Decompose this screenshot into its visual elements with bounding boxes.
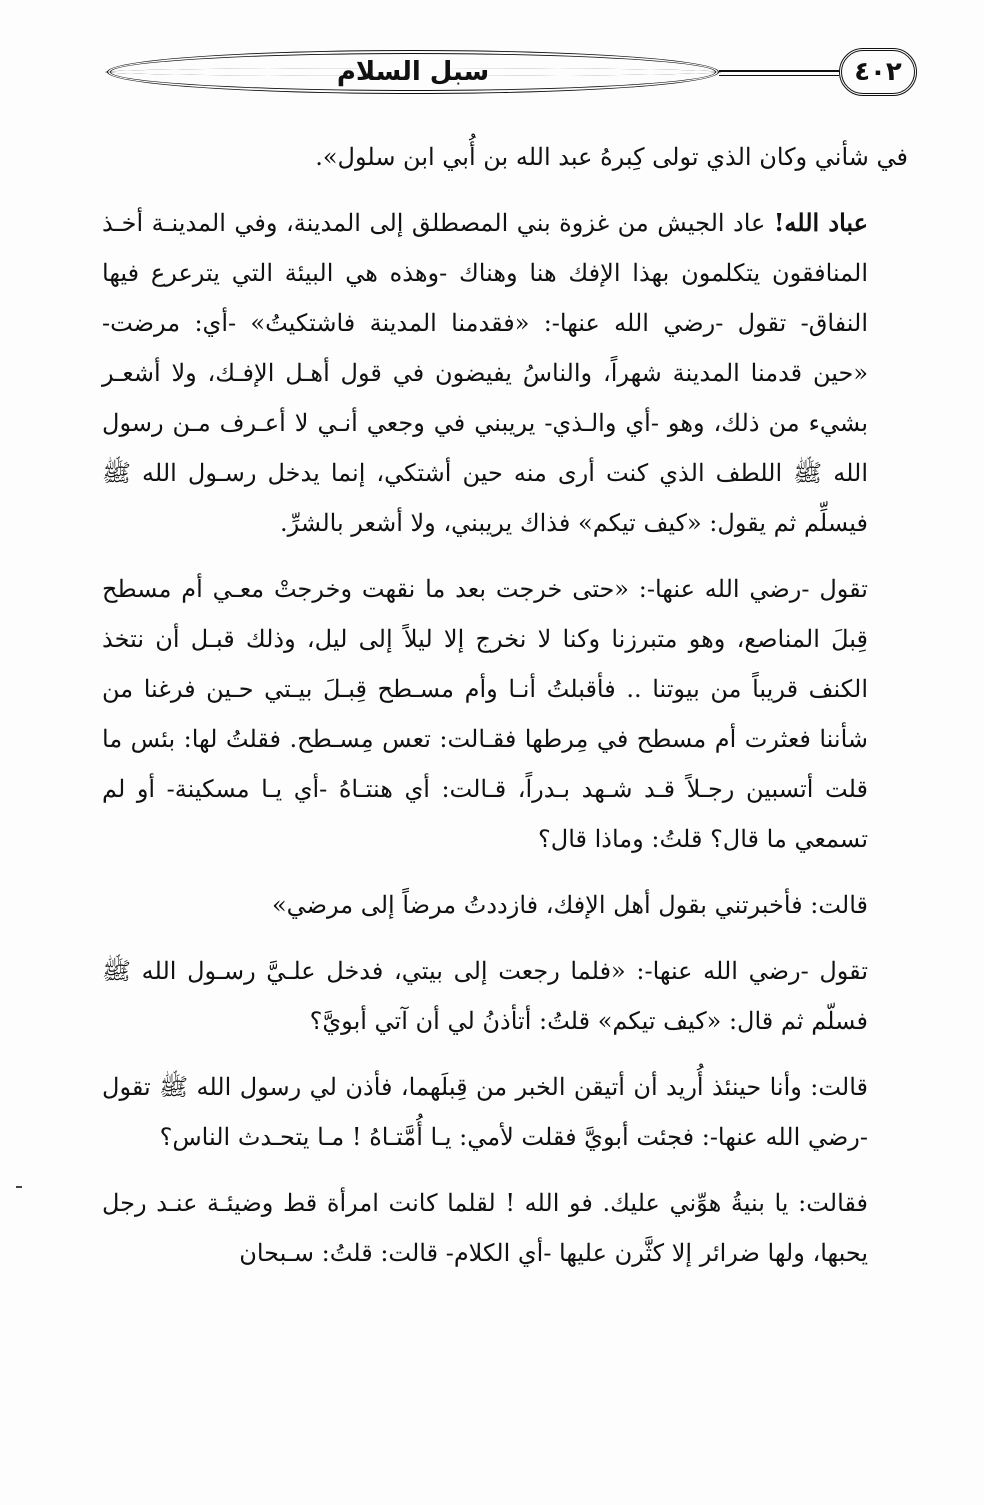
paragraph-text: قالت: وأنا حينئذ أُريد أن أتيقن الخبر من قِبلَهما، فأذن لي رسول الله ﷺ تقول -رضي الله عنها-: فجئت أبويَّ فقلت لأمي: يـا أُمَّتـاهُ ! مـا يتحـدث الناس؟ xyxy=(102,1073,868,1151)
margin-mark xyxy=(16,1186,22,1188)
title-frame xyxy=(107,50,719,94)
book-title: سبل السلام xyxy=(336,57,490,87)
paragraph-7 xyxy=(102,1178,908,1278)
paragraph-text: في شأني وكان الذي تولى كِبرهُ عبد الله بن أُبي ابن سلول». xyxy=(315,143,908,171)
page-number: ٤٠٢ xyxy=(854,57,902,87)
paragraph-4 xyxy=(102,880,908,930)
paragraph-text: تقول -رضي الله عنها-: «فلما رجعت إلى بيتي، فدخل علـيَّ رسـول الله ﷺ فسلّم ثم قال: «كيف تيكم» قلتُ: أتأذنُ لي أن آتي أبويَّ؟ xyxy=(102,957,868,1035)
header-rule xyxy=(719,70,839,72)
paragraph-text: قالت: فأخبرتني بقول أهل الإفك، فازددتُ مرضاً إلى مرضي» xyxy=(271,891,868,919)
paragraph-2 xyxy=(102,198,908,548)
header-rule-thin xyxy=(719,75,839,76)
paragraph-text: عاد الجيش من غزوة بني المصطلق إلى المدينة، وفي المدينـة أخـذ المنافقون يتكلمون بهذا الإفك هنا وهناك -وهذه هي البيئة التي يترعرع فيها النفاق- تقول -رضي الله عنها-: «فقدمنا المدينة فاشتكيتُ» -أي: مرضت- «حين قدمنا المدينة شهراً، والناسُ يفيضون في قول أهـل الإفـك، ولا أشعـر بشيء من ذلك، وهو -أي والـذي- يريبني في وجعي أنـي لا أعـرف مـن رسول الله ﷺ اللطف الذي كنت أرى منه حين أشتكي، إنما يدخل رسـول الله ﷺ فيسلِّم ثم يقول: «كيف تيكم» فذاك يريبني، ولا أشعر بالشرِّ. xyxy=(102,209,868,537)
paragraph-5 xyxy=(102,946,908,1046)
page-header xyxy=(95,44,917,108)
page-number-frame xyxy=(839,48,917,96)
paragraph-6 xyxy=(102,1062,908,1162)
paragraph-1 xyxy=(102,132,908,182)
paragraph-3 xyxy=(102,564,908,864)
paragraph-text: تقول -رضي الله عنها-: «حتى خرجت بعد ما نقهت وخرجتْ معـي أم مسطح قِبلَ المناصع، وهو متبرزنا وكنا لا نخرج إلا ليلاً إلى ليل، وذلك قبـل أن نتخذ الكنف قريباً من بيوتنا .. فأقبلتُ أنـا وأم مسـطح قِبـلَ بيـتي حـين فرغنا من شأننا فعثرت أم مسطح في مِرطها فقـالت: تعس مِسـطح. فقلتُ لها: بئس ما قلت أتسبين رجـلاً قـد شـهد بـدراً، قـالت: أي هنتـاهُ -أي يـا مسكينة- أو لم تسمعي ما قال؟ قلتُ: وماذا قال؟ xyxy=(102,575,868,853)
paragraph-text: فقالت: يا بنيةُ هوِّني عليك. فو الله ! لقلما كانت امرأة قط وضيئـة عنـد رجل يحبها، ولها ضرائر إلا كثَّرن عليها -أي الكلام- قالت: قلتُ: سـبحان xyxy=(102,1189,868,1267)
paragraph-lead: عباد الله! xyxy=(773,208,868,237)
page-body xyxy=(102,132,908,1278)
